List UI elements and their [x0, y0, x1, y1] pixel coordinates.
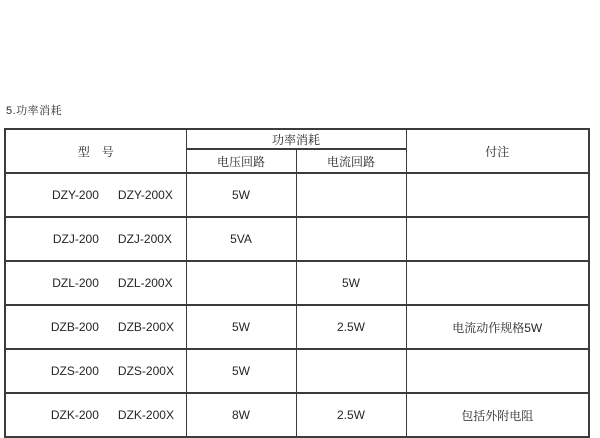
voltage-cell: 8W — [186, 393, 296, 437]
model-a: DZY-200 — [52, 188, 99, 202]
current-cell — [296, 217, 406, 261]
voltage-cell: 5W — [186, 305, 296, 349]
model-b: DZB-200X — [117, 320, 174, 334]
current-cell — [296, 173, 406, 217]
current-cell: 2.5W — [296, 393, 406, 437]
model-cell — [5, 305, 186, 349]
model-a: DZK-200 — [50, 408, 99, 422]
header-current-circuit: 电流回路 — [296, 149, 406, 173]
header-notes: 付注 — [406, 129, 589, 173]
header-voltage-circuit: 电压回路 — [186, 149, 296, 173]
current-cell: 2.5W — [296, 305, 406, 349]
model-b: DZJ-200X — [117, 232, 172, 246]
table-row — [5, 393, 589, 437]
current-cell: 5W — [296, 261, 406, 305]
model-cell — [5, 217, 186, 261]
model-a: DZS-200 — [50, 364, 99, 378]
model-cell — [5, 349, 186, 393]
model-pair — [51, 408, 174, 422]
model-b: DZY-200X — [117, 188, 173, 202]
model-pair — [51, 364, 174, 378]
model-a: DZJ-200 — [52, 232, 99, 246]
table-row — [5, 305, 589, 349]
voltage-cell: 5W — [186, 173, 296, 217]
model-pair — [51, 320, 174, 334]
note-cell — [406, 173, 589, 217]
header-row-top — [5, 129, 589, 149]
model-pair — [53, 232, 172, 246]
model-cell — [5, 173, 186, 217]
note-cell — [406, 349, 589, 393]
voltage-cell — [186, 261, 296, 305]
table-row — [5, 349, 589, 393]
model-b: DZS-200X — [117, 364, 174, 378]
section-heading: 5.功率消耗 — [6, 105, 63, 117]
model-b: DZK-200X — [117, 408, 174, 422]
voltage-cell: 5W — [186, 349, 296, 393]
table-row — [5, 217, 589, 261]
power-consumption-table — [4, 128, 590, 438]
table-row — [5, 261, 589, 305]
model-cell — [5, 393, 186, 437]
model-pair — [52, 188, 173, 202]
model-pair — [52, 276, 172, 290]
voltage-cell: 5VA — [186, 217, 296, 261]
model-cell — [5, 261, 186, 305]
header-power-group: 功率消耗 — [186, 129, 406, 149]
note-cell: 电流动作规格5W — [406, 305, 589, 349]
current-cell — [296, 349, 406, 393]
model-b: DZL-200X — [117, 276, 173, 290]
header-model: 型 号 — [5, 129, 186, 173]
table-row — [5, 173, 589, 217]
model-a: DZB-200 — [50, 320, 99, 334]
note-cell — [406, 217, 589, 261]
note-cell — [406, 261, 589, 305]
model-a: DZL-200 — [52, 276, 99, 290]
note-cell: 包括外附电阻 — [406, 393, 589, 437]
